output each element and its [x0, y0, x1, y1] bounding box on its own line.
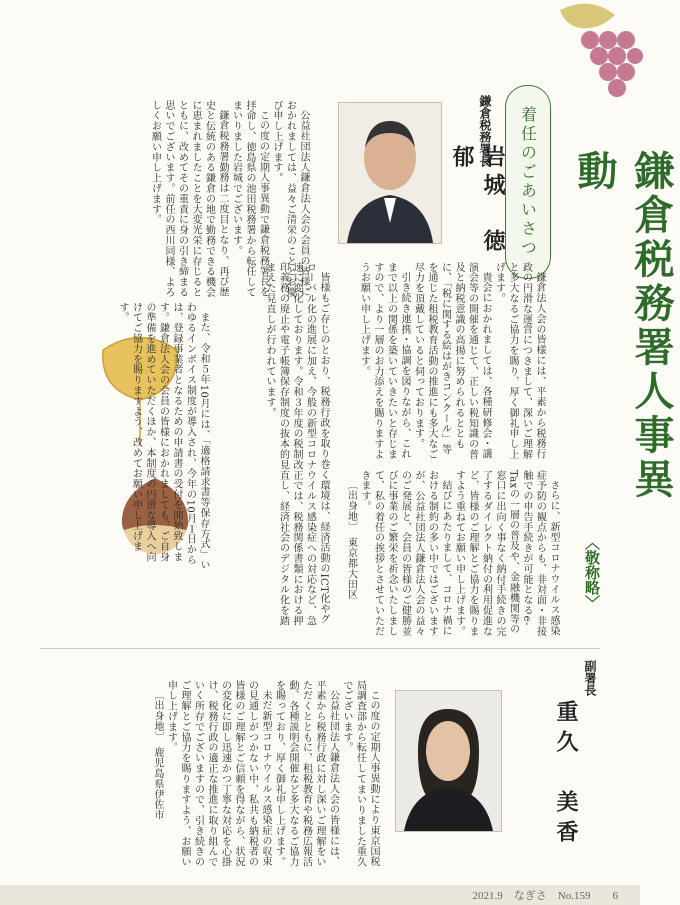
page-subtitle: 〈敬称略〉 [583, 535, 601, 610]
chief-paragraph: 結びにあたりまして、コロナ禍における制約の多い中ではございますが、公益社団法人鎌倉法人会の益々のご発展と、会員の皆様のご健勝並びに事業のご繁栄を祈念いたしまして、私の着任の挨拶とさせていただきます。 [359, 470, 451, 637]
chief-paragraph: 鎌倉税務署勤務は二度目となり、再び歴史と伝統のある鎌倉の地で勤務できる機会に恵まれましたことを大変光栄に存じるとともに、改めてその重責に身の引き締まる思いでございます。前任の西川同様、よろしくお願い申し上げます。 [149, 100, 228, 298]
deputy-paragraph: この度の定期人事異動により東京国税局調査部から転任してまいりました重久でございます。 [341, 680, 379, 868]
chief-body-middle [215, 262, 330, 632]
chief-paragraph: 引き続き連携・協調を図りながら、これまで以上の関係を築いていきたいと存じますので、より一層のお力添えを賜りますようお願い申し上げます。 [358, 262, 410, 460]
chief-photo [338, 102, 442, 244]
section-divider [40, 648, 600, 649]
chief-paragraph: 鎌倉法人会の皆様には、平素から税務行政の円滑な運営につきまして、深いご理解と多大なるご協力を賜り、厚く御礼申し上げます。 [493, 262, 545, 460]
chief-paragraph: また、令和５年10月には、「適格請求書等保存方式」いわゆるインボイス制度が導入され、今年の10月１日からは、登録事業者となるための申請書の受付を開始致します。鎌倉法人会の会員の皆様におかれましても、ご自身の準備を進めていただくほか、本制度の円滑な導入へ向けてご協力を賜りますよう、改めてお願い申し上げます。 [117, 302, 209, 571]
chief-body-right [338, 470, 560, 640]
greeting-banner [505, 85, 551, 279]
chief-paragraph: さらに、新型コロナウイルス感染症予防の観点からも、非対面・非接触での申告手続きが可能となるe-Taxの一層の普及や、金融機関等の窓口に出向く事なく納付手続きの完了するダイレクト納付の利用促進など、皆様のご理解とご協力を賜りますよう重ねてお願い申し上げます。 [453, 470, 559, 637]
chief-paragraph: 貴会におかれましては、各種研修会・講演会等の開催を通じて、正しい税知識の普及と納税意識の高揚に努められるとともに、「税に関する絵はがきコンクール」等を通じた租税教育活動の推進にも多大なご尽力を頂戴していると伺っております。 [412, 262, 491, 460]
deputy-origin: 〔出身地〕 鹿児島県伊佐市 [152, 690, 163, 821]
chief-role: 鎌倉税務署長 [478, 95, 492, 167]
chief-paragraph: 公益社団法人鎌倉法人会の会員の皆様におかれましては、益々ご清栄のこととお慶び申し上げます。 [271, 100, 309, 298]
deputy-portrait-icon [396, 691, 501, 831]
chief-name: 岩城 徳郁 [449, 145, 505, 257]
deputy-name: 重久 美香 [553, 700, 578, 850]
deputy-body [60, 680, 380, 875]
deputy-paragraph: 未だ新型コロナウイルス感染症の収束の見通しがつかない中、私共も納税者の皆様のご理解とご信頼を得ながら、状況の変化に即し迅速かつ丁寧な対応を心掛け、税務行政の適正な推進に取り組んでいく所存でございますので、引き続きのご理解とご協力を賜りますよう、お願い申し上げます。 [165, 680, 271, 868]
chief-paragraph: この度の定期人事異動で鎌倉税務署長を拝命し、徳島県の池田税務署から転任してまいりました岩城でございます。 [230, 100, 269, 298]
chief-body-middle-left [60, 302, 210, 572]
chief-origin: 〔出身地〕 東京都大田区 [345, 480, 357, 600]
deputy-role: 副署長 [583, 660, 597, 696]
chief-portrait-icon [339, 103, 441, 243]
chief-body-top-right [338, 262, 546, 462]
page-title: 鎌倉税務署人事異動 [571, 150, 674, 502]
footer-page-info: 2021.9 なぎさ No.159 6 [472, 890, 618, 902]
deputy-paragraph: 公益社団法人鎌倉法人会の皆様には、平素から税務行政に対し深いご理解をいただくとともに、租税教育や税務広報活動、各種説明会開催など多大なるご協力を賜っており、厚く御礼申し上げます。 [273, 680, 339, 868]
chief-paragraph: 皆様もご存じのとおり、税務行政を取り巻く環境は、経済活動のICT化やグローバル化の進展に加え、今般の新型コロナウイルス感染症への対応など、急速に変化しております。令和３年度の税制改正では、税務関係書類における押印義務の廃止や電子帳簿保存制度の抜本的見直し、経済社会のデジタル化を踏まえた見直しが行われています。 [264, 262, 329, 626]
deputy-photo [395, 690, 502, 832]
greeting-banner-label: 着任のごあいさつ [518, 106, 538, 258]
